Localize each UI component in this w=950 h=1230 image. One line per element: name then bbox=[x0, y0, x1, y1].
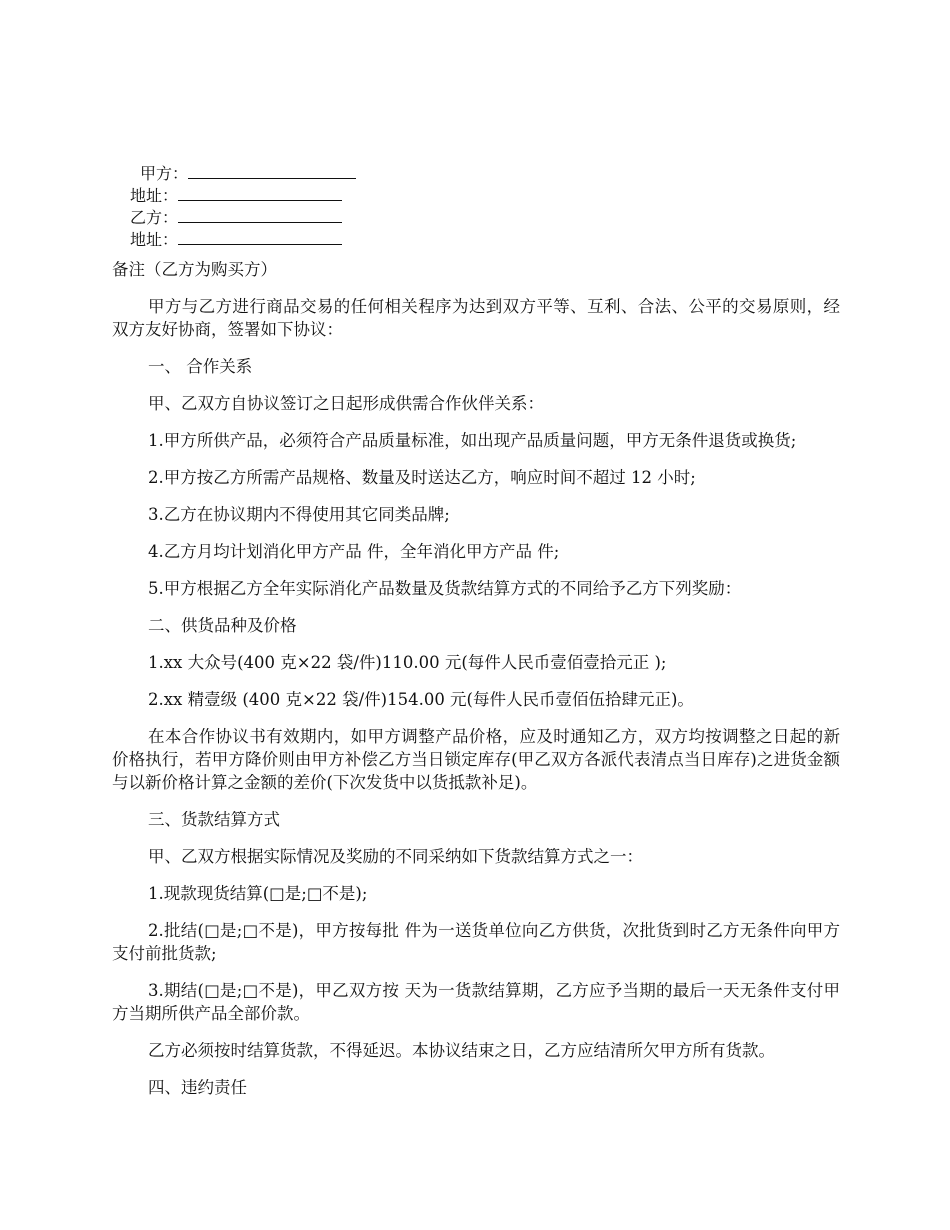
party-b-address-label: 地址： bbox=[130, 230, 179, 249]
section-heading-settlement: 三、货款结算方式 bbox=[148, 810, 280, 829]
section-heading-products: 二、供货品种及价格 bbox=[148, 616, 297, 635]
clause-1-1: 1.甲方所供产品，必须符合产品质量标准，如出现产品质量问题，甲方无条件退货或换货; bbox=[148, 431, 797, 450]
section-heading-cooperation: 一、 合作关系 bbox=[148, 357, 253, 376]
party-a-line bbox=[140, 162, 356, 185]
clause-1-5: 5.甲方根据乙方全年实际消化产品数量及货款结算方式的不同给予乙方下列奖励： bbox=[148, 579, 742, 598]
settlement-intro: 甲、乙双方根据实际情况及奖励的不同采纳如下货款结算方式之一： bbox=[148, 847, 643, 866]
remark-note: 备注（乙方为购买方） bbox=[112, 260, 277, 279]
party-a-address-blank[interactable] bbox=[178, 184, 342, 201]
clause-2-2: 2.xx 精壹级 (400 克×22 袋/件)154.00 元(每件人民币壹佰伍拾肆元正)。 bbox=[148, 690, 694, 709]
party-b-address-line bbox=[130, 228, 342, 251]
clause-3-3: 3.期结(□是;□不是)，甲乙双方按 天为一货款结算期，乙方应予当期的最后一天无条件支付甲方当期所供产品全部价款。 bbox=[112, 981, 840, 1023]
agreement-body bbox=[112, 258, 840, 1113]
party-b-line bbox=[130, 206, 342, 229]
party-a-address-label: 地址： bbox=[130, 186, 179, 205]
cooperation-intro: 甲、乙双方自协议签订之日起形成供需合作伙伴关系： bbox=[148, 394, 544, 413]
clause-1-4: 4.乙方月均计划消化甲方产品 件，全年消化甲方产品 件; bbox=[148, 542, 560, 561]
party-a-blank[interactable] bbox=[188, 162, 356, 179]
party-b-blank[interactable] bbox=[178, 206, 342, 223]
payment-obligation-paragraph: 乙方必须按时结算货款，不得延迟。本协议结束之日，乙方应结清所欠甲方所有货款。 bbox=[148, 1041, 775, 1060]
clause-1-3: 3.乙方在协议期内不得使用其它同类品牌; bbox=[148, 505, 450, 524]
clause-3-1: 1.现款现货结算(□是;□不是); bbox=[148, 884, 368, 903]
price-adjustment-paragraph: 在本合作协议书有效期内，如甲方调整产品价格，应及时通知乙方，双方均按调整之日起的新价格执行，若甲方降价则由甲方补偿乙方当日锁定库存(甲乙双方各派代表清点当日库存)之进货金额与以新价格计算之金额的差价(下次发货中以货抵款补足)。 bbox=[112, 727, 840, 792]
clause-3-2: 2.批结(□是;□不是)，甲方按每批 件为一送货单位向乙方供货，次批货到时乙方无条件向甲方支付前批货款; bbox=[112, 921, 840, 963]
party-a-address-line bbox=[130, 184, 342, 207]
section-heading-liability: 四、违约责任 bbox=[148, 1078, 247, 1097]
party-b-label: 乙方： bbox=[130, 208, 179, 227]
party-a-label: 甲方： bbox=[140, 164, 189, 183]
preamble-paragraph: 甲方与乙方进行商品交易的任何相关程序为达到双方平等、互利、合法、公平的交易原则，经双方友好协商，签署如下协议： bbox=[112, 297, 840, 339]
party-b-address-blank[interactable] bbox=[178, 228, 342, 245]
clause-1-2: 2.甲方按乙方所需产品规格、数量及时送达乙方，响应时间不超过 12 小时; bbox=[148, 468, 696, 487]
clause-2-1: 1.xx 大众号(400 克×22 袋/件)110.00 元(每件人民币壹佰壹拾元正 ); bbox=[148, 653, 667, 672]
